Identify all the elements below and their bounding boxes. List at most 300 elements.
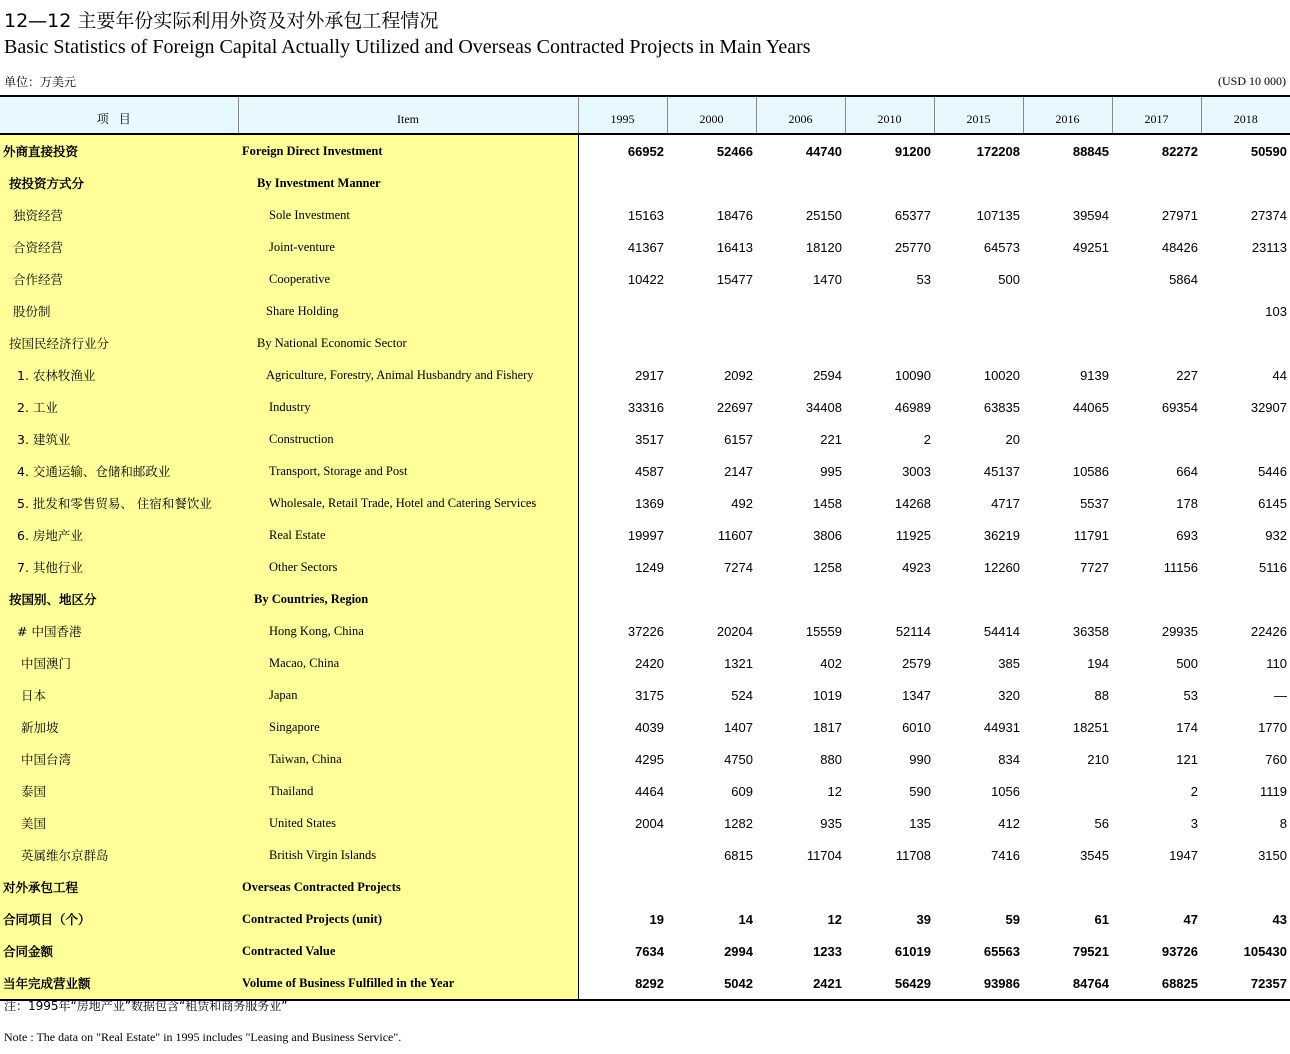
- year-value-cell: [756, 871, 845, 903]
- table-title-en: Basic Statistics of Foreign Capital Actually Utilized and Overseas Contracted Projects in Main Years: [4, 36, 811, 58]
- header-year: 2018: [1201, 96, 1290, 134]
- year-value-cell: 79521: [1072, 943, 1109, 959]
- year-value-cell: 34408: [805, 399, 842, 415]
- year-value-cell: 10020: [983, 367, 1020, 383]
- table-row: [0, 967, 1290, 1000]
- year-value-cell: [845, 871, 934, 903]
- year-value-cell: 935: [820, 815, 842, 831]
- table-row: [0, 775, 1290, 807]
- table-row: [0, 134, 1290, 167]
- year-value-cell: 110: [1266, 655, 1287, 671]
- year-value-cell: [756, 167, 845, 199]
- year-value-cell: 1770: [1258, 719, 1287, 735]
- year-value-cell: 320: [998, 687, 1020, 703]
- year-value-cell: 9139: [1080, 367, 1109, 383]
- year-value-cell: 1249: [635, 559, 664, 575]
- row-label-en: Other Sectors: [238, 551, 578, 583]
- year-value-cell: 1019: [813, 687, 842, 703]
- row-label-en: Cooperative: [238, 263, 578, 295]
- year-value-cell: 23113: [1251, 239, 1287, 255]
- year-value-cell: 52466: [716, 143, 753, 159]
- year-value-cell: 29935: [1161, 623, 1198, 639]
- year-value-cell: 5446: [1258, 463, 1287, 479]
- header-year: 2010: [845, 96, 934, 134]
- year-value-cell: 11704: [806, 847, 842, 863]
- table-row: [0, 423, 1290, 455]
- table-row: [0, 583, 1290, 615]
- year-value-cell: [1112, 327, 1201, 359]
- year-value-cell: 47: [1183, 911, 1198, 927]
- year-value-cell: 4295: [635, 751, 664, 767]
- year-value-cell: 44740: [805, 143, 842, 159]
- year-value-cell: 5042: [667, 967, 756, 1000]
- row-label-en: Foreign Direct Investment: [238, 134, 578, 167]
- year-value-cell: 66952: [627, 143, 664, 159]
- unit-label-cn: 单位：万美元: [4, 75, 77, 89]
- row-label-en: By National Economic Sector: [238, 327, 578, 359]
- year-value-cell: [1201, 327, 1290, 359]
- row-label-en: Joint-venture: [238, 231, 578, 263]
- row-label-cn: 5. 批发和零售贸易、 住宿和餐饮业: [0, 487, 238, 519]
- year-value-cell: 7416: [991, 847, 1020, 863]
- row-label-cn: 泰国: [0, 775, 238, 807]
- year-value-cell: 1321: [724, 655, 753, 671]
- year-value-cell: 1369: [635, 495, 664, 511]
- row-label-cn: 对外承包工程: [0, 871, 238, 903]
- year-value-cell: 88: [1094, 687, 1109, 703]
- year-value-cell: 49251: [1072, 239, 1109, 255]
- year-value-cell: 18476: [716, 207, 753, 223]
- row-label-en: Industry: [238, 391, 578, 423]
- year-value-cell: [1112, 871, 1201, 903]
- header-year: 2000: [667, 96, 756, 134]
- year-value-cell: [578, 871, 667, 903]
- header-row: [0, 96, 1290, 134]
- year-value-cell: 1056: [991, 783, 1020, 799]
- year-value-cell: 178: [1176, 495, 1198, 511]
- year-value-cell: 1947: [1169, 847, 1198, 863]
- year-value-cell: 27971: [1161, 207, 1198, 223]
- footnote-cn: 注：1995年“房地产业”数据包含“租赁和商务服务业”: [4, 999, 288, 1013]
- year-value-cell: [934, 167, 1023, 199]
- year-value-cell: 39: [916, 911, 931, 927]
- year-value-cell: 93986: [934, 967, 1023, 1000]
- year-value-cell: 41367: [627, 239, 664, 255]
- year-value-cell: 22697: [716, 399, 753, 415]
- year-value-cell: [756, 295, 845, 327]
- table-title-cn: 12—12 主要年份实际利用外资及对外承包工程情况: [4, 10, 439, 32]
- row-label-cn: 合作经营: [0, 263, 238, 295]
- year-value-cell: [1023, 871, 1112, 903]
- year-value-cell: [578, 839, 667, 871]
- year-value-cell: 15559: [805, 623, 842, 639]
- year-value-cell: —: [1274, 687, 1287, 703]
- year-value-cell: 56: [1094, 815, 1109, 831]
- row-label-cn: 中国台湾: [0, 743, 238, 775]
- table-row: [0, 455, 1290, 487]
- table-row: [0, 391, 1290, 423]
- year-value-cell: 3: [1190, 815, 1198, 831]
- year-value-cell: 402: [820, 655, 842, 671]
- table-row: [0, 167, 1290, 199]
- year-value-cell: 1817: [813, 719, 842, 735]
- row-label-en: United States: [238, 807, 578, 839]
- row-label-cn: 6. 房地产业: [0, 519, 238, 551]
- year-value-cell: 12260: [983, 559, 1020, 575]
- header-year: 2015: [934, 96, 1023, 134]
- row-label-en: By Countries, Region: [238, 583, 578, 615]
- row-label-cn: 2. 工业: [0, 391, 238, 423]
- row-label-cn: 新加坡: [0, 711, 238, 743]
- year-value-cell: 15477: [716, 271, 753, 287]
- year-value-cell: 2147: [724, 463, 753, 479]
- year-value-cell: 2: [923, 431, 931, 447]
- year-value-cell: 22426: [1250, 623, 1287, 639]
- row-label-cn: 合同金额: [0, 935, 238, 967]
- table-row: [0, 839, 1290, 871]
- year-value-cell: 1458: [813, 495, 842, 511]
- year-value-cell: [1201, 583, 1290, 615]
- year-value-cell: [578, 583, 667, 615]
- year-value-cell: 6157: [724, 431, 753, 447]
- year-value-cell: 174: [1176, 719, 1198, 735]
- year-value-cell: 693: [1176, 527, 1198, 543]
- year-value-cell: 880: [820, 751, 842, 767]
- row-label-cn: 独资经营: [0, 199, 238, 231]
- row-label-en: British Virgin Islands: [238, 839, 578, 871]
- year-value-cell: 14268: [894, 495, 931, 511]
- year-value-cell: 63835: [983, 399, 1020, 415]
- year-value-cell: 107135: [976, 207, 1020, 223]
- year-value-cell: 990: [909, 751, 931, 767]
- table-row: [0, 327, 1290, 359]
- table-row: [0, 935, 1290, 967]
- table-row: [0, 679, 1290, 711]
- row-label-en: Taiwan, China: [238, 743, 578, 775]
- year-value-cell: 7274: [724, 559, 753, 575]
- year-value-cell: 64573: [983, 239, 1020, 255]
- year-value-cell: 11156: [1163, 559, 1198, 575]
- year-value-cell: [756, 583, 845, 615]
- year-value-cell: 52114: [895, 623, 931, 639]
- row-label-en: Transport, Storage and Post: [238, 455, 578, 487]
- year-value-cell: 54414: [983, 623, 1020, 639]
- year-value-cell: 25150: [805, 207, 842, 223]
- row-label-cn: 4. 交通运输、仓储和邮政业: [0, 455, 238, 487]
- row-label-cn: 日本: [0, 679, 238, 711]
- year-value-cell: 46989: [894, 399, 931, 415]
- year-value-cell: 3517: [635, 431, 664, 447]
- year-value-cell: [1112, 167, 1201, 199]
- year-value-cell: 6010: [902, 719, 931, 735]
- year-value-cell: 2004: [635, 815, 664, 831]
- row-label-cn: 1. 农林牧渔业: [0, 359, 238, 391]
- year-value-cell: 932: [1265, 527, 1287, 543]
- year-value-cell: 1119: [1260, 783, 1287, 799]
- year-value-cell: 121: [1176, 751, 1198, 767]
- row-label-cn: 合资经营: [0, 231, 238, 263]
- year-value-cell: [845, 327, 934, 359]
- year-value-cell: 2421: [756, 967, 845, 1000]
- year-value-cell: 11791: [1073, 527, 1109, 543]
- year-value-cell: 8: [1279, 815, 1287, 831]
- row-label-cn: 按国民经济行业分: [0, 327, 238, 359]
- year-value-cell: 2579: [902, 655, 931, 671]
- year-value-cell: 4923: [902, 559, 931, 575]
- row-label-cn: 外商直接投资: [0, 134, 238, 167]
- year-value-cell: [1023, 327, 1112, 359]
- year-value-cell: 412: [998, 815, 1020, 831]
- year-value-cell: 221: [820, 431, 842, 447]
- table-body: [0, 134, 1290, 1000]
- year-value-cell: 88845: [1072, 143, 1109, 159]
- row-label-cn: 7. 其他行业: [0, 551, 238, 583]
- row-label-en: Macao, China: [238, 647, 578, 679]
- year-value-cell: 609: [731, 783, 753, 799]
- year-value-cell: 68825: [1112, 967, 1201, 1000]
- year-value-cell: 11708: [895, 847, 931, 863]
- table-row: [0, 231, 1290, 263]
- row-label-cn: 按投资方式分: [0, 167, 238, 199]
- year-value-cell: 5537: [1080, 495, 1109, 511]
- row-label-en: Contracted Value: [238, 935, 578, 967]
- year-value-cell: [934, 295, 1023, 327]
- year-value-cell: 61: [1094, 911, 1109, 927]
- row-label-en: Contracted Projects (unit): [238, 903, 578, 935]
- year-value-cell: 492: [731, 495, 753, 511]
- year-value-cell: 84764: [1023, 967, 1112, 1000]
- table-row: [0, 487, 1290, 519]
- year-value-cell: [667, 295, 756, 327]
- year-value-cell: 1347: [902, 687, 931, 703]
- table-row: [0, 871, 1290, 903]
- table-row: [0, 807, 1290, 839]
- table-row: [0, 519, 1290, 551]
- year-value-cell: 36219: [983, 527, 1020, 543]
- year-value-cell: 172208: [976, 143, 1020, 159]
- year-value-cell: 43: [1272, 911, 1287, 927]
- year-value-cell: 1407: [724, 719, 753, 735]
- year-value-cell: 65563: [983, 943, 1020, 959]
- year-value-cell: 1282: [724, 815, 753, 831]
- year-value-cell: 103: [1265, 303, 1287, 319]
- year-value-cell: 4750: [724, 751, 753, 767]
- year-value-cell: 4464: [635, 783, 664, 799]
- year-value-cell: 50590: [1250, 143, 1287, 159]
- year-value-cell: 524: [731, 687, 753, 703]
- row-label-en: Japan: [238, 679, 578, 711]
- year-value-cell: 500: [1176, 655, 1198, 671]
- year-value-cell: 2: [1190, 783, 1198, 799]
- year-value-cell: [1112, 583, 1201, 615]
- year-value-cell: [1023, 583, 1112, 615]
- year-value-cell: 3175: [635, 687, 664, 703]
- year-value-cell: 12: [827, 911, 842, 927]
- year-value-cell: [667, 167, 756, 199]
- year-value-cell: 25770: [894, 239, 931, 255]
- year-value-cell: 194: [1087, 655, 1109, 671]
- year-value-cell: 65377: [894, 207, 931, 223]
- year-value-cell: 210: [1087, 751, 1109, 767]
- year-value-cell: [1023, 775, 1112, 807]
- row-label-en: By Investment Manner: [238, 167, 578, 199]
- row-label-cn: 当年完成营业额: [0, 967, 238, 1000]
- year-value-cell: 61019: [894, 943, 931, 959]
- year-value-cell: 19997: [627, 527, 664, 543]
- statistics-table: [0, 95, 1290, 1001]
- year-value-cell: [756, 327, 845, 359]
- year-value-cell: 8292: [578, 967, 667, 1000]
- row-label-en: Singapore: [238, 711, 578, 743]
- year-value-cell: 385: [998, 655, 1020, 671]
- year-value-cell: 2420: [635, 655, 664, 671]
- year-value-cell: 5864: [1169, 271, 1198, 287]
- row-label-cn: 股份制: [0, 295, 238, 327]
- year-value-cell: 4587: [635, 463, 664, 479]
- table-row: [0, 615, 1290, 647]
- year-value-cell: 44931: [983, 719, 1020, 735]
- header-year: 2016: [1023, 96, 1112, 134]
- year-value-cell: 2594: [813, 367, 842, 383]
- row-label-en: Thailand: [238, 775, 578, 807]
- year-value-cell: 3150: [1258, 847, 1287, 863]
- row-label-en: Wholesale, Retail Trade, Hotel and Catering Services: [238, 487, 578, 519]
- year-value-cell: 27374: [1250, 207, 1287, 223]
- year-value-cell: 3806: [813, 527, 842, 543]
- year-value-cell: 227: [1176, 367, 1198, 383]
- year-value-cell: 10090: [894, 367, 931, 383]
- row-label-en: Volume of Business Fulfilled in the Year: [238, 967, 578, 1000]
- year-value-cell: 82272: [1161, 143, 1198, 159]
- year-value-cell: 590: [909, 783, 931, 799]
- year-value-cell: 15163: [627, 207, 664, 223]
- header-year: 2017: [1112, 96, 1201, 134]
- year-value-cell: 1470: [813, 271, 842, 287]
- year-value-cell: 53: [1183, 687, 1198, 703]
- year-value-cell: [1023, 295, 1112, 327]
- year-value-cell: [1023, 167, 1112, 199]
- year-value-cell: 19: [649, 911, 664, 927]
- year-value-cell: 16413: [716, 239, 753, 255]
- year-value-cell: 48426: [1161, 239, 1198, 255]
- table-row: [0, 263, 1290, 295]
- year-value-cell: 3003: [902, 463, 931, 479]
- year-value-cell: 10422: [627, 271, 664, 287]
- year-value-cell: 105430: [1243, 943, 1287, 959]
- year-value-cell: 14: [738, 911, 753, 927]
- year-value-cell: 72357: [1201, 967, 1290, 1000]
- year-value-cell: 33316: [627, 399, 664, 415]
- year-value-cell: 18251: [1072, 719, 1109, 735]
- year-value-cell: 3545: [1080, 847, 1109, 863]
- table-row: [0, 647, 1290, 679]
- year-value-cell: 11607: [717, 527, 753, 543]
- year-value-cell: [845, 295, 934, 327]
- year-value-cell: [1201, 871, 1290, 903]
- year-value-cell: 59: [1005, 911, 1020, 927]
- header-item-cn: 项目: [0, 96, 238, 134]
- year-value-cell: 10586: [1072, 463, 1109, 479]
- year-value-cell: 135: [909, 815, 931, 831]
- row-label-cn: # 中国香港: [0, 615, 238, 647]
- year-value-cell: [578, 167, 667, 199]
- header-year: 2006: [756, 96, 845, 134]
- year-value-cell: [578, 327, 667, 359]
- footnote-en: Note : The data on "Real Estate" in 1995 includes "Leasing and Business Service".: [4, 1030, 402, 1044]
- year-value-cell: 20: [1005, 431, 1020, 447]
- year-value-cell: 32907: [1250, 399, 1287, 415]
- header-year: 1995: [578, 96, 667, 134]
- year-value-cell: 12: [827, 783, 842, 799]
- row-label-en: Real Estate: [238, 519, 578, 551]
- row-label-cn: 美国: [0, 807, 238, 839]
- year-value-cell: 834: [998, 751, 1020, 767]
- year-value-cell: [845, 167, 934, 199]
- year-value-cell: 20204: [716, 623, 753, 639]
- row-label-cn: 中国澳门: [0, 647, 238, 679]
- row-label-cn: 3. 建筑业: [0, 423, 238, 455]
- year-value-cell: [667, 871, 756, 903]
- year-value-cell: [934, 871, 1023, 903]
- header-item-en: Item: [238, 96, 578, 134]
- table-row: [0, 711, 1290, 743]
- year-value-cell: 18120: [805, 239, 842, 255]
- year-value-cell: 7634: [635, 943, 664, 959]
- row-label-cn: 英属维尔京群岛: [0, 839, 238, 871]
- row-label-en: Hong Kong, China: [238, 615, 578, 647]
- row-label-en: Sole Investment: [238, 199, 578, 231]
- year-value-cell: 69354: [1161, 399, 1198, 415]
- year-value-cell: [1023, 423, 1112, 455]
- year-value-cell: 36358: [1072, 623, 1109, 639]
- row-label-en: Overseas Contracted Projects: [238, 871, 578, 903]
- year-value-cell: 6145: [1258, 495, 1287, 511]
- year-value-cell: 2994: [724, 943, 753, 959]
- year-value-cell: [667, 583, 756, 615]
- year-value-cell: 45137: [983, 463, 1020, 479]
- year-value-cell: 4717: [991, 495, 1020, 511]
- table-row: [0, 199, 1290, 231]
- year-value-cell: 1233: [813, 943, 842, 959]
- row-label-cn: 合同项目（个）: [0, 903, 238, 935]
- year-value-cell: 664: [1176, 463, 1198, 479]
- year-value-cell: [1201, 263, 1290, 295]
- year-value-cell: [1112, 295, 1201, 327]
- year-value-cell: [1112, 423, 1201, 455]
- row-label-cn: 按国别、地区分: [0, 583, 238, 615]
- year-value-cell: 39594: [1072, 207, 1109, 223]
- row-label-en: Construction: [238, 423, 578, 455]
- year-value-cell: 5116: [1259, 559, 1287, 575]
- year-value-cell: [845, 583, 934, 615]
- year-value-cell: 56429: [845, 967, 934, 1000]
- table-row: [0, 903, 1290, 935]
- table-row: [0, 295, 1290, 327]
- year-value-cell: 2092: [724, 367, 753, 383]
- year-value-cell: 44: [1272, 367, 1287, 383]
- year-value-cell: [934, 583, 1023, 615]
- year-value-cell: 11925: [895, 527, 931, 543]
- year-value-cell: 995: [820, 463, 842, 479]
- year-value-cell: 2917: [635, 367, 664, 383]
- year-value-cell: 6815: [724, 847, 753, 863]
- year-value-cell: [578, 295, 667, 327]
- year-value-cell: [667, 327, 756, 359]
- year-value-cell: 7727: [1080, 559, 1109, 575]
- year-value-cell: 1258: [813, 559, 842, 575]
- year-value-cell: 4039: [635, 719, 664, 735]
- table-row: [0, 359, 1290, 391]
